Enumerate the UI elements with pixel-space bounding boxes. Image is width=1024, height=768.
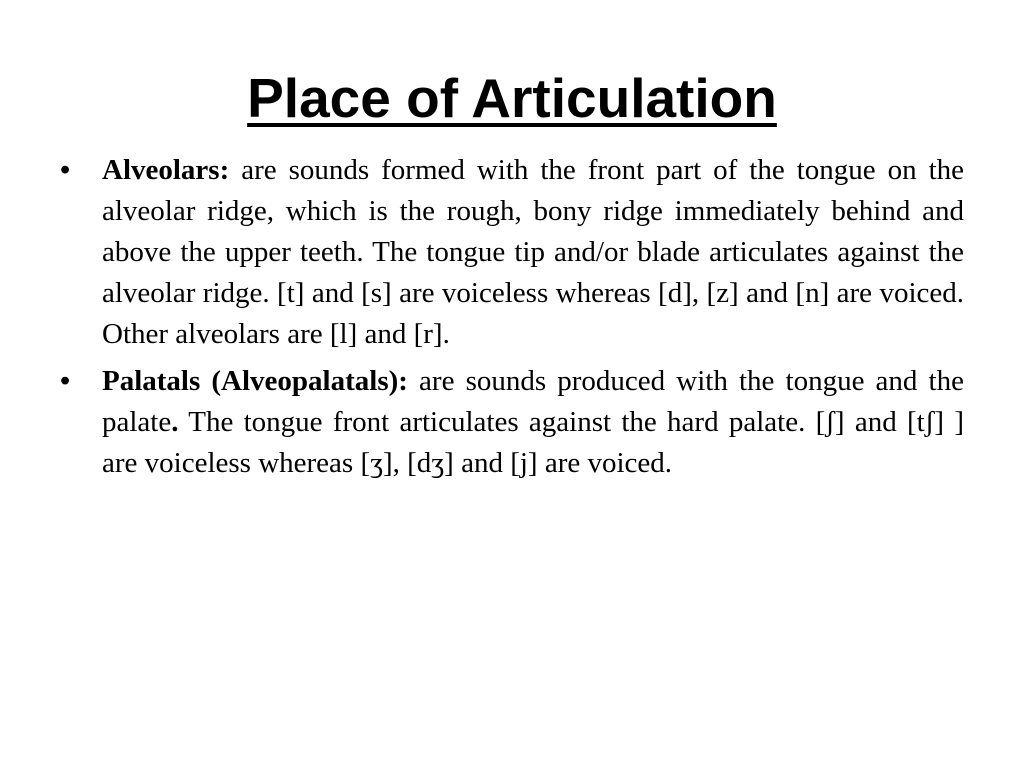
bullet-marker: • (60, 365, 71, 397)
bullet-item-alveolars (60, 150, 964, 355)
definition-palatals-part1: are sounds produced with the tongue and the palate (102, 365, 964, 438)
definition-palatals-period: . (171, 406, 179, 438)
term-palatals: Palatals (Alveopalatals): (102, 365, 408, 397)
slide-title: Place of Articulation (247, 67, 777, 129)
term-alveolars: Alveolars: (102, 154, 230, 186)
bullet-marker: • (60, 154, 71, 186)
definition-alveolars: are sounds formed with the front part of the tongue on the alveolar ridge, which is the rough, bony ridge immediately behind and above the upper teeth. The tongue tip and/or blade articulates against the alveolar ridge. [t] and [s] are voiceless whereas [d], [z] and [n] are voiced. Other alveolars are [l] and [r]. (102, 154, 964, 350)
bullet-item-palatals (60, 361, 964, 484)
bullet-list (60, 150, 964, 490)
definition-palatals-part2: The tongue front articulates against the hard palate. [ʃ] and [tʃ] ] are voiceless whereas [ʒ], [dʒ] and [j] are voiced. (102, 406, 964, 479)
